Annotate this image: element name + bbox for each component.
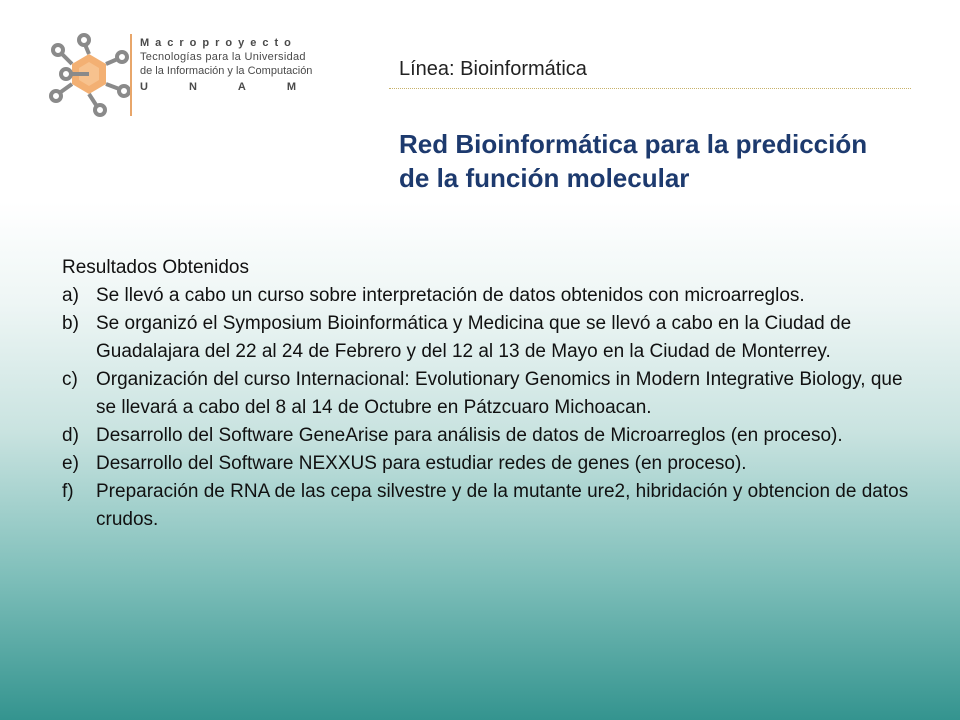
list-marker: e) bbox=[62, 453, 79, 474]
list-item bbox=[62, 478, 927, 534]
list-item bbox=[62, 422, 927, 450]
linea-label: Línea: Bioinformática bbox=[399, 58, 587, 80]
logo-unam: UNAM bbox=[140, 81, 337, 93]
header-divider bbox=[389, 88, 911, 89]
list-text: Se llevó a cabo un curso sobre interpretación de datos obtenidos con microarreglos. bbox=[96, 285, 805, 306]
list-text: Organización del curso Internacional: Evolutionary Genomics in Modern Integrative Biology, que se llevará a cabo del 8 al 14 de Octubre en Pátzcuaro Michoacan. bbox=[96, 369, 903, 418]
list-item bbox=[62, 310, 927, 366]
macroproyecto-logo bbox=[44, 32, 344, 122]
logo-macroproyecto: Macroproyecto bbox=[140, 37, 297, 49]
list-text: Desarrollo del Software NEXXUS para estudiar redes de genes (en proceso). bbox=[96, 453, 747, 474]
results-body bbox=[62, 254, 927, 534]
list-text: Preparación de RNA de las cepa silvestre y de la mutante ure2, hibridación y obtencion de datos crudos. bbox=[96, 481, 909, 530]
list-text: Se organizó el Symposium Bioinformática y Medicina que se llevó a cabo en la Ciudad de Guadalajara del 22 al 24 de Febrero y del 12 al 13 de Mayo en la Ciudad de Monterrey. bbox=[96, 313, 852, 362]
logo-tecnologias: Tecnologías para la Universidad bbox=[140, 51, 306, 63]
logo-divider-bar bbox=[130, 34, 132, 116]
slide-title: Red Bioinformática para la predicción de la función molecular bbox=[399, 129, 868, 193]
results-heading: Resultados Obtenidos bbox=[62, 257, 249, 278]
molecule-logo-icon bbox=[44, 32, 134, 122]
list-item bbox=[62, 450, 927, 478]
logo-text bbox=[140, 36, 337, 96]
list-marker: f) bbox=[62, 481, 74, 502]
list-item bbox=[62, 366, 927, 422]
list-text: Desarrollo del Software GeneArise para análisis de datos de Microarreglos (en proceso). bbox=[96, 425, 843, 446]
list-marker: d) bbox=[62, 425, 79, 446]
list-item bbox=[62, 282, 927, 310]
logo-informacion: de la Información y la Computación bbox=[140, 65, 313, 77]
list-marker: a) bbox=[62, 285, 79, 306]
list-marker: c) bbox=[62, 369, 78, 390]
list-marker: b) bbox=[62, 313, 79, 334]
